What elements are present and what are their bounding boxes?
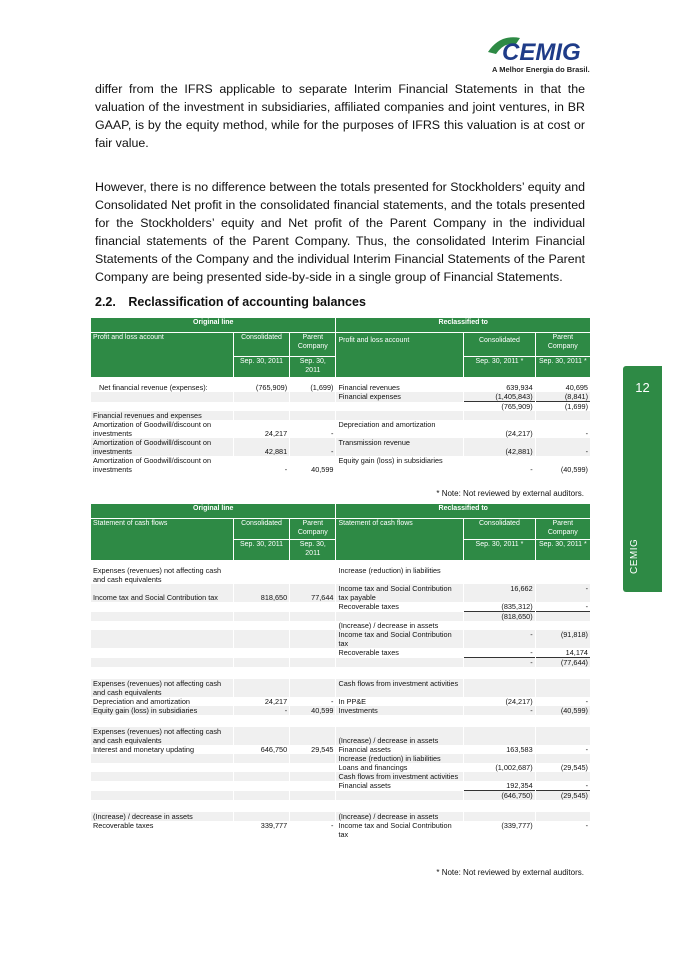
row-value — [464, 754, 534, 763]
row-value — [290, 411, 335, 420]
right-title: Statement of cash flows — [336, 518, 463, 560]
reclassified-to-header: Reclassified to — [336, 504, 590, 518]
table-row — [91, 812, 590, 821]
col-parent-r: Parent Company — [536, 332, 590, 356]
row-value — [290, 602, 335, 612]
row-value — [536, 411, 590, 420]
row-value — [464, 621, 534, 630]
row-value — [234, 402, 289, 411]
col-parent-r: Parent Company — [536, 518, 590, 539]
row-value: (91,818) — [536, 630, 590, 648]
row-value — [536, 812, 590, 821]
row-label: Financial assets — [338, 745, 391, 754]
auditor-note: * Note: Not reviewed by external auditors. — [436, 489, 584, 498]
row-label: Amortization of Goodwill/discount on investments — [91, 438, 233, 456]
row-value: (40,599) — [560, 465, 588, 474]
col-date: Sep. 30, 2011 — [234, 539, 289, 560]
row-label: Expenses (revenues) not affecting cash and cash equivalents — [91, 727, 233, 745]
row-value — [234, 566, 289, 584]
row-value — [290, 763, 335, 772]
table-row — [91, 420, 590, 438]
row-value: - — [585, 697, 588, 706]
row-value: (29,545) — [560, 763, 588, 772]
logo-text: CEMIG — [502, 39, 581, 64]
paragraph-1: differ from the IFRS applicable to separate Interim Financial Statements in that the valuation of the investment in subsidiaries, affiliated companies and joint ventures, in BR GAAP, is by the equity method, while for the purposes of IFRS this valuation is at cost or fair value. — [95, 82, 585, 150]
row-value — [290, 658, 335, 667]
row-label: Cash flows from investment activities — [336, 679, 463, 697]
row-label: Equity gain (loss) in subsidiaries — [338, 456, 443, 465]
row-value — [234, 658, 289, 667]
col-date: Sep. 30, 2011 — [234, 356, 289, 377]
row-value: 29,545 — [311, 745, 334, 754]
row-value: 192,354 — [464, 781, 534, 791]
row-label — [91, 763, 233, 772]
row-value — [464, 411, 534, 420]
row-value: (818,650) — [464, 612, 534, 621]
row-label: Financial assets — [338, 781, 391, 790]
reclass-table-profit-loss — [90, 318, 591, 474]
row-value: (24,217) — [505, 697, 533, 706]
row-value — [290, 402, 335, 411]
row-label: Investments — [336, 706, 463, 715]
row-value — [536, 772, 590, 781]
row-value — [464, 727, 534, 745]
left-title: Statement of cash flows — [91, 518, 233, 560]
row-value — [234, 812, 289, 821]
table-row — [91, 584, 590, 602]
row-label: Increase (reduction) in liabilities — [338, 566, 441, 575]
row-value — [234, 612, 289, 621]
row-value — [234, 411, 289, 420]
row-value: (339,777) — [501, 821, 533, 830]
row-value: - — [331, 697, 334, 706]
row-label: Income tax and Social Contribution tax — [336, 630, 463, 648]
row-label: Income tax and Social Contribution tax payable — [336, 584, 463, 602]
row-value — [290, 679, 335, 697]
table-row — [91, 456, 590, 474]
row-value — [290, 754, 335, 763]
table-row — [91, 383, 590, 392]
reclassified-to-header: Reclassified to — [336, 318, 590, 332]
col-date-r: Sep. 30, 2011 * — [464, 539, 534, 560]
row-value — [234, 679, 289, 697]
row-label — [91, 754, 233, 763]
col-date-parent-r: Sep. 30, 2011 * — [536, 539, 590, 560]
row-value — [234, 754, 289, 763]
row-label — [336, 791, 463, 800]
row-label — [91, 648, 233, 658]
row-value — [234, 791, 289, 800]
table-row — [91, 772, 590, 781]
row-value — [290, 566, 335, 584]
row-value: 16,662 — [464, 584, 534, 602]
row-label — [91, 402, 233, 411]
table-row — [91, 566, 590, 584]
table-row — [91, 621, 590, 630]
row-value — [234, 772, 289, 781]
table-row — [91, 821, 590, 839]
row-value — [536, 754, 590, 763]
table-row — [91, 630, 590, 648]
row-value — [234, 781, 289, 791]
row-value: - — [536, 438, 590, 456]
col-date-parent: Sep. 30, 2011 — [290, 539, 335, 560]
row-label: Increase (reduction) in liabilities — [336, 754, 463, 763]
row-value: - — [464, 648, 534, 658]
row-value: (29,545) — [536, 791, 590, 800]
table-row — [91, 392, 590, 402]
row-value: 40,695 — [565, 383, 588, 392]
row-value: (77,644) — [536, 658, 590, 667]
row-value — [290, 392, 335, 402]
row-value: - — [585, 745, 588, 754]
row-value — [290, 812, 335, 821]
table-row — [91, 602, 590, 612]
row-value: - — [536, 602, 590, 612]
page-number: 12 — [635, 380, 650, 395]
table-row — [91, 745, 590, 754]
row-label: Financial revenues — [338, 383, 400, 392]
row-label: Amortization of Goodwill/discount on investments — [93, 456, 212, 474]
row-value — [536, 566, 590, 584]
row-value — [234, 392, 289, 402]
row-label — [91, 602, 233, 612]
row-label: Cash flows from investment activities — [336, 772, 463, 781]
row-label: Expenses (revenues) not affecting cash and cash equivalents — [91, 679, 233, 697]
row-label — [91, 658, 233, 667]
table-row — [91, 679, 590, 697]
row-value: (40,599) — [536, 706, 590, 715]
row-label: Financial expenses — [336, 392, 463, 402]
row-label: Net financial revenue (expenses): — [99, 383, 208, 392]
row-value: (1,699) — [310, 383, 334, 392]
table-row — [91, 438, 590, 456]
col-date-r: Sep. 30, 2011 * — [464, 356, 534, 377]
row-value — [464, 679, 534, 697]
table-row — [91, 411, 590, 420]
table-row — [91, 648, 590, 658]
table-row — [91, 791, 590, 800]
row-value: - — [464, 706, 534, 715]
row-value — [536, 727, 590, 745]
paragraph-2: However, there is no difference between the totals presented for Stockholders’ equity and Consolidated Net profit in the consolidated financial statements, and the totals presented for the Stockholders’ equity and Net profit of the Parent Company in the individual financial statements of the Parent Company. Thus, the consolidated Interim Financial Statements of the Company and the individual Interim Financial Statements of the Parent Company are being presented side-by-side in a single group of Financial Statements. — [95, 180, 585, 284]
row-value: (24,217) — [505, 429, 533, 438]
row-value: - — [290, 438, 335, 456]
row-value: (765,909) — [501, 402, 533, 411]
row-value: 163,583 — [506, 745, 533, 754]
reclass-table-cash-flows — [90, 504, 591, 839]
row-label: Loans and financings — [338, 763, 408, 772]
row-label — [336, 402, 463, 411]
right-title: Profit and loss account — [336, 332, 463, 377]
row-label: (Increase) / decrease in assets — [336, 727, 463, 745]
row-value: - — [530, 465, 533, 474]
row-value: 639,934 — [506, 383, 533, 392]
row-value: (646,750) — [464, 791, 534, 800]
row-label: Income tax and Social Contribution tax — [91, 584, 233, 602]
row-value — [234, 630, 289, 648]
row-value: (1,002,687) — [495, 763, 533, 772]
row-value: - — [284, 465, 288, 474]
row-value — [290, 727, 335, 745]
row-value — [290, 772, 335, 781]
row-value: (1,699) — [564, 402, 588, 411]
row-value: 24,217 — [264, 429, 288, 438]
row-value: - — [331, 429, 334, 438]
row-value: (835,312) — [464, 602, 534, 612]
row-value — [464, 812, 534, 821]
table-row — [91, 763, 590, 772]
col-parent: Parent Company — [290, 518, 335, 539]
row-label: (Increase) / decrease in assets — [338, 621, 439, 630]
table-row — [91, 727, 590, 745]
row-label — [91, 791, 233, 800]
side-tab — [623, 366, 662, 592]
table-row — [91, 612, 590, 621]
col-date-parent-r: Sep. 30, 2011 * — [536, 356, 590, 377]
section-title: 2.2. Reclassification of accounting balances — [95, 295, 366, 309]
row-value: 40,599 — [290, 706, 335, 715]
row-value — [536, 612, 590, 621]
row-label: Financial revenues and expenses — [91, 411, 233, 420]
row-value: 339,777 — [260, 821, 288, 830]
row-value: 14,174 — [536, 648, 590, 658]
row-value — [290, 630, 335, 648]
row-value — [234, 648, 289, 658]
row-label — [336, 658, 463, 667]
col-parent: Parent Company — [290, 332, 335, 356]
row-value — [234, 727, 289, 745]
row-value — [464, 772, 534, 781]
row-label — [91, 630, 233, 648]
row-label: (Increase) / decrease in assets — [336, 812, 463, 821]
row-value — [234, 763, 289, 772]
row-value: 77,644 — [290, 584, 335, 602]
row-label: Recoverable taxes — [93, 821, 154, 830]
left-title: Profit and loss account — [91, 332, 233, 377]
row-value: - — [464, 630, 534, 648]
row-value: - — [585, 821, 588, 830]
row-value — [464, 566, 534, 584]
original-line-header: Original line — [91, 504, 335, 518]
row-label: Recoverable taxes — [338, 648, 399, 657]
auditor-note-2: * Note: Not reviewed by external auditors. — [436, 868, 584, 877]
table-row — [91, 697, 590, 706]
table-row — [91, 781, 590, 791]
row-label — [91, 612, 233, 621]
table-row — [91, 706, 590, 715]
table-row — [91, 658, 590, 667]
row-label: Transmission revenue — [336, 438, 463, 456]
row-label: Income tax and Social Contribution tax — [338, 821, 452, 839]
row-value — [536, 621, 590, 630]
row-label: Depreciation and amortization — [338, 420, 436, 429]
row-value: - — [331, 821, 334, 830]
row-value: (8,841) — [536, 392, 590, 402]
row-value: 40,599 — [311, 465, 334, 474]
row-value — [290, 621, 335, 630]
logo-tagline: A Melhor Energia do Brasil. — [492, 65, 590, 74]
row-value — [234, 621, 289, 630]
row-label: Amortization of Goodwill/discount on investments — [93, 420, 212, 438]
table-row — [91, 402, 590, 411]
side-tab-company: CEMIG — [629, 538, 640, 574]
table-row — [91, 754, 590, 763]
row-value: (765,909) — [255, 383, 288, 392]
col-consolidated-r: Consolidated — [464, 518, 534, 539]
row-label — [91, 621, 233, 630]
row-value — [290, 781, 335, 791]
row-label: Equity gain (loss) in subsidiaries — [91, 706, 233, 715]
row-value: (1,405,843) — [464, 392, 534, 402]
row-label — [91, 392, 233, 402]
row-value — [290, 648, 335, 658]
col-consolidated: Consolidated — [234, 518, 289, 539]
row-value — [536, 679, 590, 697]
cemig-logo-mark — [486, 30, 596, 64]
row-label: Depreciation and amortization — [93, 697, 190, 706]
row-label — [91, 781, 233, 791]
row-value: - — [234, 706, 289, 715]
row-value: - — [585, 429, 588, 438]
row-label — [91, 772, 233, 781]
col-date-parent: Sep. 30, 2011 — [290, 356, 335, 377]
row-value: (42,881) — [464, 438, 534, 456]
col-consolidated-r: Consolidated — [464, 332, 534, 356]
row-value: - — [464, 658, 534, 667]
row-value: 646,750 — [260, 745, 288, 754]
row-label — [336, 612, 463, 621]
row-value — [290, 791, 335, 800]
original-line-header: Original line — [91, 318, 335, 332]
cemig-logo — [486, 30, 596, 78]
row-label: Recoverable taxes — [338, 602, 399, 611]
row-label: (Increase) / decrease in assets — [91, 812, 233, 821]
row-value: - — [536, 781, 590, 791]
row-value: 818,650 — [234, 584, 289, 602]
row-value: - — [536, 584, 590, 602]
row-label: Interest and monetary updating — [93, 745, 195, 754]
row-value — [234, 602, 289, 612]
row-label: Expenses (revenues) not affecting cash and cash equivalents — [93, 566, 222, 584]
row-value: 24,217 — [264, 697, 288, 706]
row-value: 42,881 — [234, 438, 289, 456]
row-label — [336, 411, 463, 420]
row-label: In PP&E — [338, 697, 367, 706]
row-value — [290, 612, 335, 621]
col-consolidated: Consolidated — [234, 332, 289, 356]
